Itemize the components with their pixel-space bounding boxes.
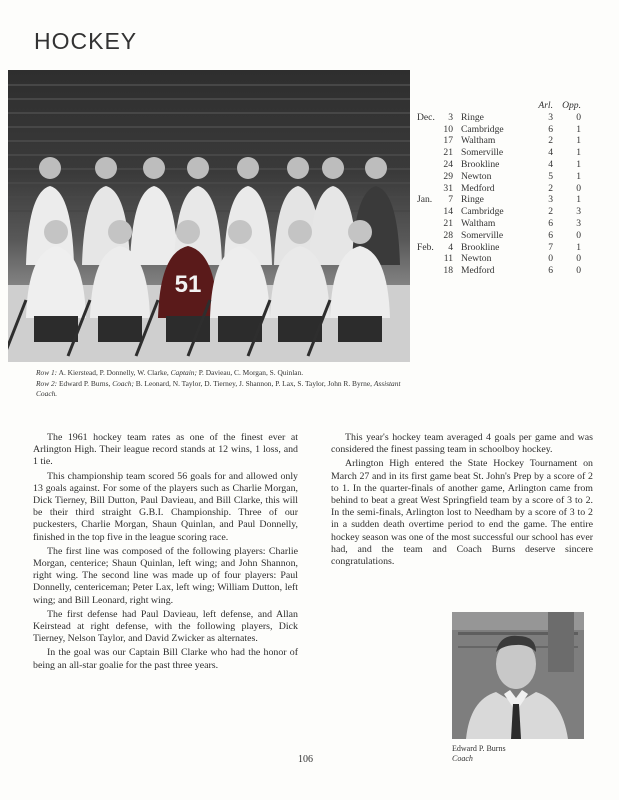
bleacher-line	[8, 126, 410, 128]
schedule-arl-score: 3	[548, 111, 553, 123]
schedule-arl-score: 6	[548, 217, 553, 229]
schedule-opp-score: 1	[576, 135, 581, 147]
player-head	[322, 157, 344, 179]
article-paragraph: This championship team scored 56 goals for and allowed only 13 goals against. For some of the players such as Charlie Morgan, Dick Tierney, Bill Dutton, Paul Davieau, and Bill Clarke, this will be their third straight G.B.I. Championship. Three of our puckesters, Charlie Morgan, Shaun Quinlan, and Paul Donnelly, finished in the top five in the league scoring race.	[33, 470, 298, 543]
schedule-day: 18	[443, 265, 453, 277]
schedule-month	[417, 218, 439, 230]
player-head	[143, 157, 165, 179]
schedule-arl-score: 5	[548, 170, 553, 182]
bleacher-line	[8, 112, 410, 114]
jersey-number: 51	[174, 271, 202, 298]
schedule-opp-score: 0	[576, 229, 581, 241]
schedule-table	[417, 100, 582, 277]
schedule-arl-score: 2	[548, 182, 553, 194]
schedule-opp-score: 0	[576, 111, 581, 123]
schedule-row	[417, 183, 582, 195]
player-head	[187, 157, 209, 179]
page-title: HOCKEY	[34, 28, 138, 54]
schedule-opponent: Medford	[461, 182, 495, 194]
schedule-month: Dec.	[417, 111, 435, 123]
schedule-opponent: Medford	[461, 265, 495, 277]
schedule-day: 21	[443, 217, 453, 229]
schedule-arl-score: 4	[548, 147, 553, 159]
article-paragraph: The first line was composed of the following players: Charlie Morgan, centerice; Shaun Quinlan, left wing; and John Shannon, right wing. The second line was made up of four players: Paul Donnelly, centericeman; Peter Lax, left wing; William Dutton, left wing; and Bill Leonard, right wing.	[33, 545, 298, 606]
schedule-rows	[417, 112, 582, 277]
player-legs	[34, 316, 78, 342]
schedule-day: 14	[443, 206, 453, 218]
schedule-opponent: Ringe	[461, 111, 484, 123]
player-head	[288, 220, 312, 244]
caption-row-1-names-b: P. Davieau, C. Morgan, S. Quinlan.	[196, 368, 304, 377]
article-paragraph: The first defense had Paul Davieau, left defense, and Allan Keirstead at right defense, with the following players, Dick Tierney, Nelson Taylor, and David Zwicker as alternates.	[33, 608, 298, 645]
player-head	[39, 157, 61, 179]
schedule-opp-score: 0	[576, 265, 581, 277]
schedule-month: Feb.	[417, 241, 434, 253]
schedule-header-arl: Arl.	[538, 100, 553, 111]
schedule-opp-score: 0	[576, 182, 581, 194]
coach-photo	[452, 612, 584, 739]
team-photo	[8, 70, 410, 362]
schedule-opponent: Newton	[461, 170, 492, 182]
schedule-month	[417, 265, 439, 277]
caption-row-1-names-a: A. Kierstead, P. Donnelly, W. Clarke,	[58, 368, 171, 377]
article-right-column	[331, 432, 593, 570]
schedule-row	[417, 171, 582, 183]
player-head	[237, 157, 259, 179]
schedule-opp-score: 0	[576, 253, 581, 265]
schedule-arl-score: 6	[548, 123, 553, 135]
player-head	[44, 220, 68, 244]
bleacher-line	[8, 182, 410, 184]
schedule-row	[417, 124, 582, 136]
schedule-row	[417, 265, 582, 277]
schedule-opponent: Brookline	[461, 158, 500, 170]
article-left-column	[33, 432, 298, 674]
schedule-opp-score: 1	[576, 170, 581, 182]
schedule-day: 3	[448, 111, 453, 123]
article-paragraph: This year's hockey team averaged 4 goals per game and was considered the finest passing team in schoolboy hockey.	[331, 432, 593, 456]
photo-caption	[36, 368, 406, 400]
schedule-row	[417, 230, 582, 242]
schedule-month	[417, 135, 439, 147]
schedule-opponent: Ringe	[461, 194, 484, 206]
schedule-row	[417, 194, 582, 206]
caption-row-2-role-2: Assistant Coach.	[36, 378, 401, 398]
schedule-row	[417, 135, 582, 147]
article-paragraph: Arlington High entered the State Hockey Tournament on March 27 and in its first game beat St. John's Prep by a score of 2 to 1. In the quarter-finals of another game, Arlington came from behind to beat a great West Springfield team by a score of 3 to 2. In the semi-finals, Arlington lost to Needham by a score of 3 to 2 in a sudden death overtime period to end the game. The entire hockey season was one of the most successful our school has ever had, and the team and Coach Burns deserve sincere congratulations.	[331, 458, 593, 568]
schedule-day: 11	[443, 253, 453, 265]
article-paragraph: The 1961 hockey team rates as one of the finest ever at Arlington High. Their league record stands at 12 wins, 1 loss, and 1 tie.	[33, 432, 298, 468]
player-head	[287, 157, 309, 179]
schedule-month	[417, 124, 439, 136]
caption-row-2-names-b: B. Leonard, N. Taylor, D. Tierney, J. Shannon, P. Lax, S. Taylor, John R. Byrne,	[133, 378, 374, 388]
player-head	[176, 220, 200, 244]
schedule-day: 29	[443, 170, 453, 182]
schedule-day: 28	[443, 229, 453, 241]
schedule-day: 31	[443, 182, 453, 194]
bleacher-line	[8, 98, 410, 100]
schedule-row	[417, 253, 582, 265]
schedule-opponent: Brookline	[461, 241, 500, 253]
schedule-opponent: Cambridge	[461, 206, 504, 218]
schedule-row	[417, 242, 582, 254]
schedule-opp-score: 1	[576, 241, 581, 253]
caption-row-2-names-a: Edward P. Burns,	[59, 378, 113, 388]
schedule-day: 21	[443, 147, 453, 159]
schedule-opp-score: 1	[576, 147, 581, 159]
caption-row-1	[36, 368, 406, 379]
caption-row-1-label: Row 1:	[36, 368, 58, 377]
player-head	[228, 220, 252, 244]
schedule-day: 24	[443, 158, 453, 170]
schedule-arl-score: 6	[548, 229, 553, 241]
schedule-day: 4	[448, 241, 453, 253]
schedule-opp-score: 1	[576, 158, 581, 170]
schedule-opponent: Somerville	[461, 229, 504, 241]
schedule-arl-score: 2	[548, 135, 553, 147]
coach-role: Coach	[452, 754, 473, 763]
page-number: 106	[298, 754, 313, 765]
schedule-month	[417, 206, 439, 218]
article-paragraph: In the goal was our Captain Bill Clarke who had the honor of being an all-star goalie for the past three years.	[33, 647, 298, 671]
schedule-header	[417, 100, 582, 112]
schedule-arl-score: 6	[548, 265, 553, 277]
schedule-month	[417, 171, 439, 183]
schedule-opponent: Somerville	[461, 147, 504, 159]
schedule-opponent: Waltham	[461, 135, 496, 147]
bleacher-line	[8, 84, 410, 86]
schedule-month	[417, 159, 439, 171]
coach-caption	[452, 744, 592, 764]
player-head	[95, 157, 117, 179]
schedule-day: 10	[443, 123, 453, 135]
bleacher-line	[8, 154, 410, 156]
schedule-month: Jan.	[417, 194, 433, 206]
schedule-arl-score: 3	[548, 194, 553, 206]
schedule-opp-score: 1	[576, 123, 581, 135]
player-legs	[338, 316, 382, 342]
caption-row-2-label: Row 2:	[36, 378, 58, 388]
schedule-opponent: Newton	[461, 253, 492, 265]
bleacher-line	[8, 140, 410, 142]
schedule-day: 7	[448, 194, 453, 206]
schedule-opponent: Waltham	[461, 217, 496, 229]
caption-row-1-role: Captain;	[170, 368, 197, 377]
caption-row-2	[36, 379, 406, 400]
schedule-arl-score: 7	[548, 241, 553, 253]
schedule-day: 17	[443, 135, 453, 147]
player-head	[348, 220, 372, 244]
player-head	[108, 220, 132, 244]
schedule-opponent: Cambridge	[461, 123, 504, 135]
bleacher-line	[8, 168, 410, 170]
coach-portrait	[452, 612, 584, 739]
coach-name: Edward P. Burns	[452, 744, 506, 753]
schedule-opp-score: 1	[576, 194, 581, 206]
caption-row-2-role: Coach;	[112, 378, 134, 388]
schedule-row	[417, 112, 582, 124]
schedule-opp-score: 3	[576, 206, 581, 218]
schedule-month	[417, 147, 439, 159]
schedule-arl-score: 4	[548, 158, 553, 170]
player-legs	[98, 316, 142, 342]
schedule-opp-score: 3	[576, 217, 581, 229]
player-head	[365, 157, 387, 179]
schedule-month	[417, 253, 439, 265]
schedule-row	[417, 206, 582, 218]
schedule-month	[417, 183, 439, 195]
schedule-row	[417, 218, 582, 230]
schedule-row	[417, 159, 582, 171]
team-photo-illustration	[8, 70, 410, 362]
schedule-arl-score: 2	[548, 206, 553, 218]
schedule-row	[417, 147, 582, 159]
schedule-arl-score: 0	[548, 253, 553, 265]
schedule-header-opp: Opp.	[562, 100, 581, 111]
schedule-month	[417, 230, 439, 242]
